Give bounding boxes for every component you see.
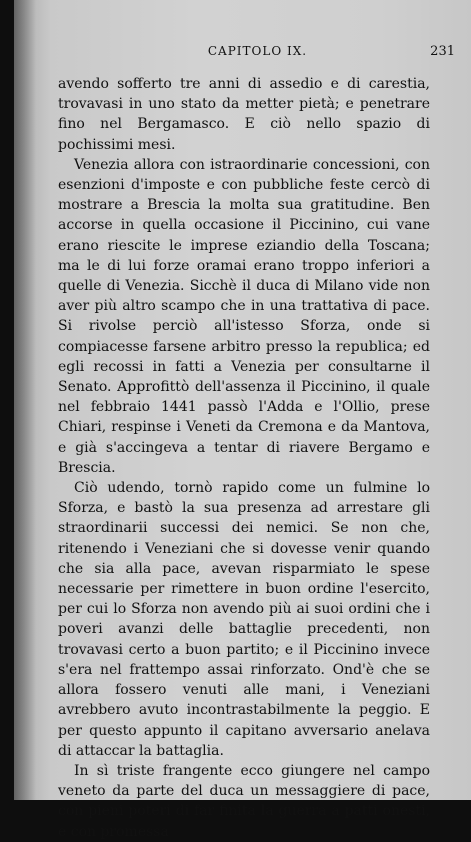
paragraph: Venezia allora con istraordinarie concessioni, con esenzioni d'imposte e con pubbliche feste cercò di mostrare a Brescia la molta sua gratitudine. Ben accorse in quella occasione il Piccinino, cui vane erano riescite le imprese eziandio della Toscana; ma le di lui forze oramai erano troppo inferiori a quelle di Venezia. Sicchè il duca di Milano vide non aver più altro scampo che in una trattativa di pace. Si rivolse perciò all'istesso Sforza, onde si compiacesse farsene arbitro presso la republica; ed egli recossi in fatti a Venezia per consultarne il Senato. Approfittò dell'assenza il Piccinino, il quale nel febbraio 1441 passò l'Adda e l'Ollio, prese Chiari, respinse i Veneti da Cremona e da Mantova, e già s'accingeva a tentar di riavere Bergamo e Brescia. — [58, 156, 430, 476]
chapter-title: CAPITOLO IX. — [207, 44, 308, 58]
body-text — [58, 74, 430, 842]
paragraph: In sì triste frangente ecco giungere nel campo veneto da parte del duca un messaggiere di pace, con pieni poteri di far finita la guerra a patti onesti, e con promessa — [58, 762, 430, 840]
page-gutter-shadow — [14, 0, 36, 800]
paragraph: Ciò udendo, tornò rapido come un fulmine lo Sforza, e bastò la sua presenza ad arrestare gli straordinarii successi dei nemici. Se non che, ritenendo i Veneziani che si dovesse venir quando che sia alla pace, avevan risparmiato le spese necessarie per rimettere in buon ordine l'esercito, per cui lo Sforza non avendo più ai suoi ordini che i poveri avanzi delle battaglie precedenti, non trovavasi certo a buon partito; e il Piccinino invece s'era nel frattempo assai rinforzato. Ond'è che se allora fossero venuti alle mani, i Veneziani avrebbero avuto incontrastabilmente la peggio. E per questo appunto il capitano avversario anelava di attaccar la battaglia. — [58, 480, 430, 759]
paragraph: avendo sofferto tre anni di assedio e di carestia, trovavasi in uno stato da metter pietà; e penetrare fino nel Bergamasco. E ciò nello spazio di pochissimi mesi. — [58, 76, 430, 153]
running-header — [60, 44, 455, 64]
page-number: 231 — [430, 44, 455, 59]
